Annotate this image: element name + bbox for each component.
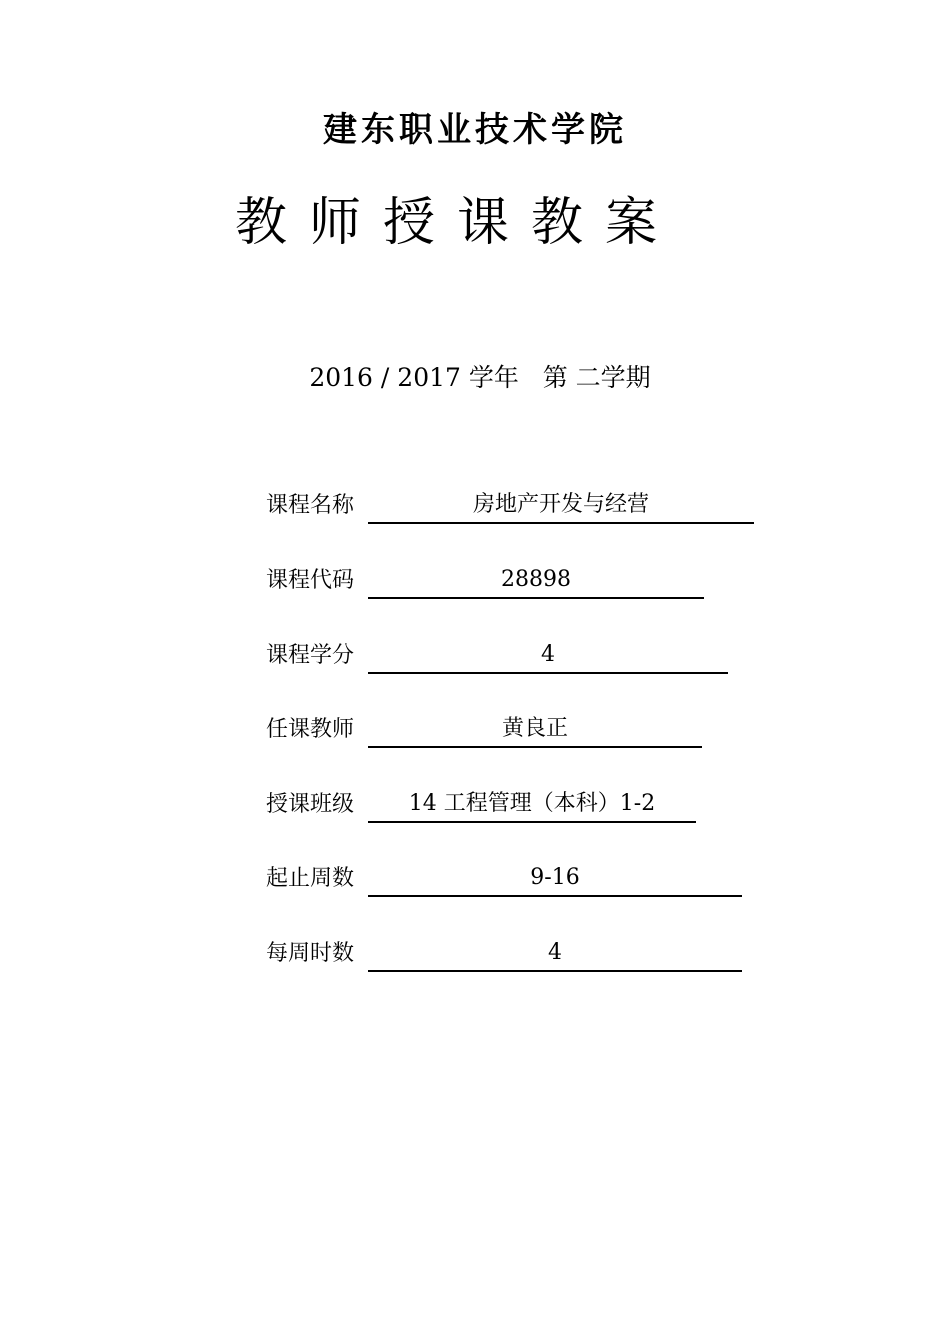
course-credits-value: 4 (368, 640, 728, 674)
field-weeks (266, 857, 742, 897)
school-name: 建东职业技术学院 (323, 110, 627, 150)
field-class (266, 783, 696, 823)
field-label: 起止周数 (266, 866, 355, 891)
course-name-value: 房地产开发与经营 (368, 490, 754, 524)
weekly-hours-value: 4 (368, 938, 742, 972)
class-value: 14 工程管理（本科）1-2 (368, 789, 696, 823)
teacher-value: 黄良正 (368, 714, 702, 748)
field-label: 课程学分 (266, 643, 355, 668)
field-label: 课程代码 (266, 568, 355, 593)
field-weekly-hours (266, 932, 742, 972)
field-course-name (266, 484, 754, 524)
academic-term: 2016 / 2017 学年 第 二学期 (309, 363, 651, 392)
field-course-credits (266, 634, 728, 674)
field-label: 授课班级 (266, 792, 355, 817)
field-teacher (266, 708, 702, 748)
weeks-value: 9-16 (368, 863, 742, 897)
course-code-value: 28898 (368, 565, 704, 599)
field-course-code (266, 559, 704, 599)
field-label: 课程名称 (266, 493, 355, 518)
document-title: 教师授课教案 (235, 193, 680, 253)
field-label: 每周时数 (266, 941, 355, 966)
field-label: 任课教师 (266, 717, 355, 742)
